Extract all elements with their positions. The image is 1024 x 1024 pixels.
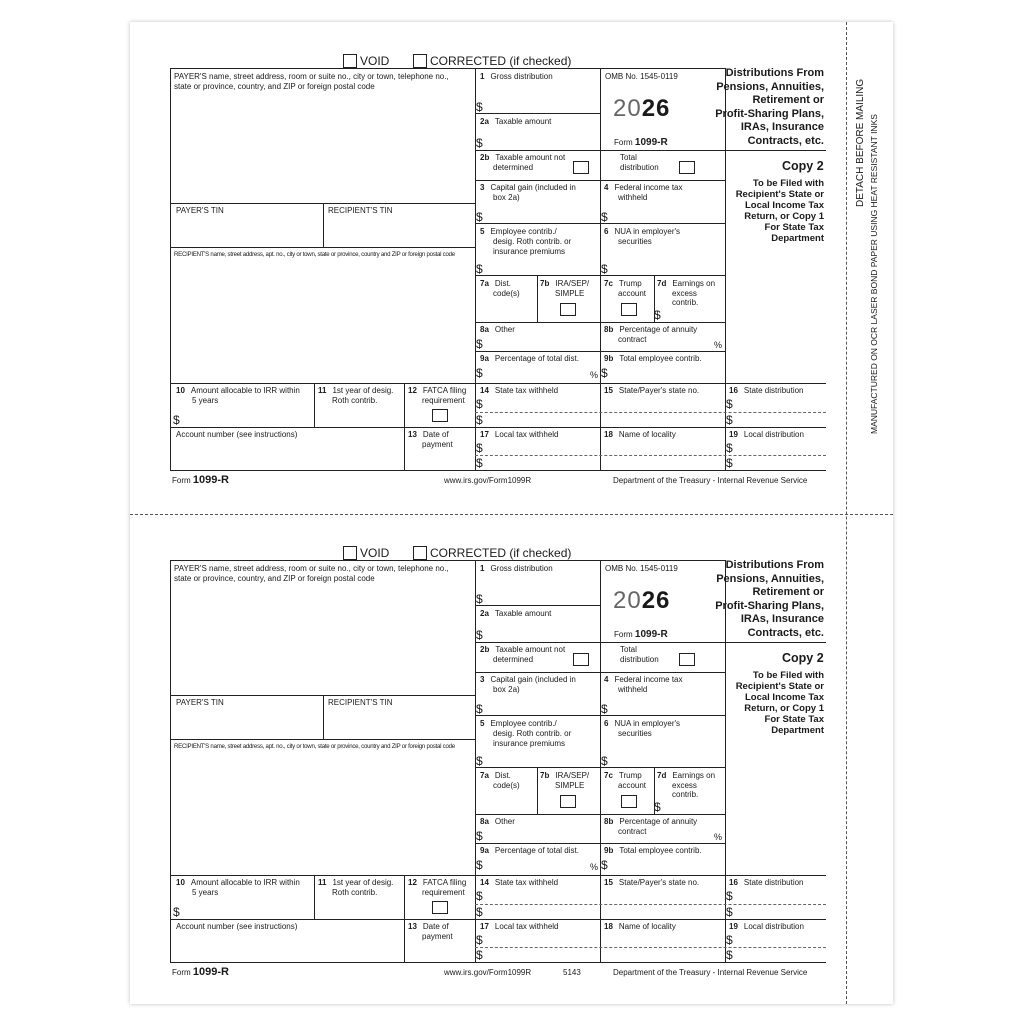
box-12-label-2: requirement [422,396,465,405]
box-8b-percent: % [714,832,723,842]
box-1-label: 1 Gross distribution [480,564,553,573]
box-13-label: 13 Date of [408,922,449,931]
copy-instructions: To be Filed with Recipient's State or Local Income Tax Return, or Copy 1 For State Tax Department [735,178,824,244]
box-2a-label: 2a Taxable amount [480,609,552,618]
box-4-label-2: withheld [618,685,648,694]
box-3-dollar: $ [476,702,483,716]
manufactured-note: MANUFACTURED ON OCR LASER BOND PAPER USING HEAT RESISTANT INKS [869,114,879,434]
box-18-label: 18 Name of locality [604,922,676,931]
omb-number: OMB No. 1545-0119 [605,564,678,573]
box-2a-dollar: $ [476,628,483,642]
box-12-label: 12 FATCA filing [408,878,467,887]
box-8b-label: 8b Percentage of annuity [604,817,698,826]
recipient-label: RECIPIENT'S name, street address, apt. no., city or town, state or province, country and ZIP or foreign postal code [174,251,455,258]
form-title: Distributions From Pensions, Annuities, Retirement or Profit-Sharing Plans, IRAs, Insurance Contracts, etc. [715,67,824,147]
box-7b-label: 7b IRA/SEP/ [540,771,590,780]
box-7d-dollar: $ [654,800,661,814]
box-10-label: 10 Amount allocable to IRR within [176,386,300,395]
box-10-label-2: 5 years [192,888,219,897]
box-8a-label: 8a Other [480,817,515,826]
box-3-dollar: $ [476,210,483,224]
payer-tin-label: PAYER'S TIN [176,206,224,215]
box-17-label: 17 Local tax withheld [480,922,559,931]
box-5-label-3: insurance premiums [493,247,566,256]
total-distribution-checkbox[interactable] [679,161,695,174]
void-label: VOID [360,54,390,68]
form-title: Distributions From Pensions, Annuities, Retirement or Profit-Sharing Plans, IRAs, Insurance Contracts, etc. [715,559,824,639]
box-17-dollar-1: $ [476,441,483,455]
box-6-dollar: $ [601,754,608,768]
box-1-label: 1 Gross distribution [480,72,553,81]
footer-department: Department of the Treasury - Internal Revenue Service [613,968,808,977]
total-distribution-label-2: distribution [620,655,659,664]
box-16-dollar-1: $ [726,397,733,411]
box-3-label-2: box 2a) [493,193,520,202]
box-15-label: 15 State/Payer's state no. [604,386,700,395]
box-7c-label-2: account [618,289,647,298]
box-9a-dollar: $ [476,858,483,872]
box-2b-label-2: determined [493,163,534,172]
box-16-label: 16 State distribution [729,878,804,887]
form-number-label: Form 1099-R [614,137,668,148]
trump-account-checkbox[interactable] [621,303,637,316]
box-14-label: 14 State tax withheld [480,386,559,395]
box-4-label: 4 Federal income tax [604,675,683,684]
box-9b-label: 9b Total employee contrib. [604,846,702,855]
box-8a-dollar: $ [476,829,483,843]
box-4-dollar: $ [601,210,608,224]
box-17-dollar-2: $ [476,948,483,962]
box-14-dollar-2: $ [476,905,483,919]
box-18-label: 18 Name of locality [604,430,676,439]
total-distribution-checkbox[interactable] [679,653,695,666]
box-10-dollar: $ [173,905,180,919]
box-19-dollar-1: $ [726,933,733,947]
box-6-label-2: securities [618,237,652,246]
corrected-checkbox[interactable] [413,546,427,560]
box-7d-label-2: excess [672,289,697,298]
box-7d-label-3: contrib. [672,790,699,799]
box-11-label-2: Roth contrib. [332,888,378,897]
box-1-dollar: $ [476,592,483,606]
tax-year: 2026 [613,95,671,122]
box-19-dollar-2: $ [726,948,733,962]
box-17-dollar-1: $ [476,933,483,947]
box-9a-label: 9a Percentage of total dist. [480,354,579,363]
box-4-dollar: $ [601,702,608,716]
box-11-label: 11 1st year of desig. [318,878,394,887]
box-13-label-2: payment [422,932,453,941]
box-6-dollar: $ [601,262,608,276]
total-distribution-label: Total [620,153,637,162]
trump-account-checkbox[interactable] [621,795,637,808]
box-11-label: 11 1st year of desig. [318,386,394,395]
box-3-label: 3 Capital gain (included in [480,183,576,192]
void-label: VOID [360,546,390,560]
account-number-label: Account number (see instructions) [176,430,298,439]
corrected-checkbox[interactable] [413,54,427,68]
total-distribution-label: Total [620,645,637,654]
copy-title: Copy 2 [782,159,824,173]
box-2a-label: 2a Taxable amount [480,117,552,126]
fatca-checkbox[interactable] [432,901,448,914]
copy-title: Copy 2 [782,651,824,665]
footer-url: www.irs.gov/Form1099R [444,476,532,485]
payer-label-2: state or province, country, and ZIP or foreign postal code [174,574,375,583]
box-2a-dollar: $ [476,136,483,150]
box-10-dollar: $ [173,413,180,427]
footer-form-name: Form 1099-R [172,474,229,486]
footer-code: 5143 [563,968,581,977]
box-9a-percent: % [590,862,599,872]
box-17-dollar-2: $ [476,456,483,470]
box-6-label: 6 NUA in employer's [604,719,681,728]
box-9a-label: 9a Percentage of total dist. [480,846,579,855]
box-8b-label-2: contract [618,335,647,344]
box-7b-label-2: SIMPLE [555,289,585,298]
payer-label: PAYER'S name, street address, room or suite no., city or town, telephone no., [174,72,449,81]
box-6-label-2: securities [618,729,652,738]
box-13-label: 13 Date of [408,430,449,439]
box-5-label-2: desig. Roth contrib. or [493,729,572,738]
box-2b-label-2: determined [493,655,534,664]
box-8a-label: 8a Other [480,325,515,334]
box-9b-label: 9b Total employee contrib. [604,354,702,363]
box-5-label: 5 Employee contrib./ [480,227,557,236]
void-checkbox[interactable] [343,546,357,560]
box-7d-label-3: contrib. [672,298,699,307]
taxable-not-determined-checkbox[interactable] [573,161,589,174]
box-10-label: 10 Amount allocable to IRR within [176,878,300,887]
box-7d-label: 7d Earnings on [657,279,716,288]
box-5-dollar: $ [476,754,483,768]
box-14-dollar-2: $ [476,413,483,427]
total-distribution-label-2: distribution [620,163,659,172]
box-1-dollar: $ [476,100,483,114]
box-11-label-2: Roth contrib. [332,396,378,405]
box-7c-label: 7c Trump [604,771,642,780]
box-16-dollar-2: $ [726,413,733,427]
footer-url: www.irs.gov/Form1099R [444,968,532,977]
box-9b-dollar: $ [601,858,608,872]
box-3-label: 3 Capital gain (included in [480,675,576,684]
detach-before-mailing: DETACH BEFORE MAILING [855,78,866,207]
box-7a-label-2: code(s) [493,781,520,790]
tax-year: 2026 [613,587,671,614]
box-13-label-2: payment [422,440,453,449]
box-5-label-2: desig. Roth contrib. or [493,237,572,246]
box-2b-label: 2b Taxable amount not [480,153,566,162]
account-number-label: Account number (see instructions) [176,922,298,931]
box-7d-dollar: $ [654,308,661,322]
box-14-label: 14 State tax withheld [480,878,559,887]
box-12-label: 12 FATCA filing [408,386,467,395]
payer-label: PAYER'S name, street address, room or suite no., city or town, telephone no., [174,564,449,573]
box-7c-label-2: account [618,781,647,790]
vertical-perforation [846,22,847,1004]
box-9a-percent: % [590,370,599,380]
box-8a-dollar: $ [476,337,483,351]
box-7b-label-2: SIMPLE [555,781,585,790]
box-4-label: 4 Federal income tax [604,183,683,192]
box-14-dollar-1: $ [476,397,483,411]
footer-form-name: Form 1099-R [172,966,229,978]
box-7a-label-2: code(s) [493,289,520,298]
box-9b-dollar: $ [601,366,608,380]
box-6-label: 6 NUA in employer's [604,227,681,236]
box-8b-label-2: contract [618,827,647,836]
payer-tin-label: PAYER'S TIN [176,698,224,707]
box-7b-label: 7b IRA/SEP/ [540,279,590,288]
footer-department: Department of the Treasury - Internal Revenue Service [613,476,808,485]
ira-sep-simple-checkbox[interactable] [560,303,576,316]
form-copy-bottom [170,547,826,1017]
box-7d-label-2: excess [672,781,697,790]
copy-instructions: To be Filed with Recipient's State or Local Income Tax Return, or Copy 1 For State Tax Department [735,670,824,736]
taxable-not-determined-checkbox[interactable] [573,653,589,666]
box-5-dollar: $ [476,262,483,276]
box-16-dollar-1: $ [726,889,733,903]
corrected-label: CORRECTED (if checked) [430,546,572,560]
box-7a-label: 7a Dist. [480,771,511,780]
box-5-label-3: insurance premiums [493,739,566,748]
box-12-label-2: requirement [422,888,465,897]
form-number-label: Form 1099-R [614,629,668,640]
form-copy-top [170,55,826,525]
box-4-label-2: withheld [618,193,648,202]
box-19-dollar-2: $ [726,456,733,470]
box-2b-label: 2b Taxable amount not [480,645,566,654]
box-9a-dollar: $ [476,366,483,380]
box-16-label: 16 State distribution [729,386,804,395]
box-7a-label: 7a Dist. [480,279,511,288]
box-8b-percent: % [714,340,723,350]
recipient-tin-label: RECIPIENT'S TIN [328,698,393,707]
box-7d-label: 7d Earnings on [657,771,716,780]
box-19-label: 19 Local distribution [729,430,804,439]
box-14-dollar-1: $ [476,889,483,903]
box-10-label-2: 5 years [192,396,219,405]
box-8b-label: 8b Percentage of annuity [604,325,698,334]
payer-label-2: state or province, country, and ZIP or foreign postal code [174,82,375,91]
recipient-tin-label: RECIPIENT'S TIN [328,206,393,215]
box-19-label: 19 Local distribution [729,922,804,931]
omb-number: OMB No. 1545-0119 [605,72,678,81]
recipient-label: RECIPIENT'S name, street address, apt. no., city or town, state or province, country and ZIP or foreign postal code [174,743,455,750]
box-17-label: 17 Local tax withheld [480,430,559,439]
box-15-label: 15 State/Payer's state no. [604,878,700,887]
box-7c-label: 7c Trump [604,279,642,288]
fatca-checkbox[interactable] [432,409,448,422]
box-3-label-2: box 2a) [493,685,520,694]
ira-sep-simple-checkbox[interactable] [560,795,576,808]
void-checkbox[interactable] [343,54,357,68]
box-5-label: 5 Employee contrib./ [480,719,557,728]
box-16-dollar-2: $ [726,905,733,919]
box-19-dollar-1: $ [726,441,733,455]
corrected-label: CORRECTED (if checked) [430,54,572,68]
